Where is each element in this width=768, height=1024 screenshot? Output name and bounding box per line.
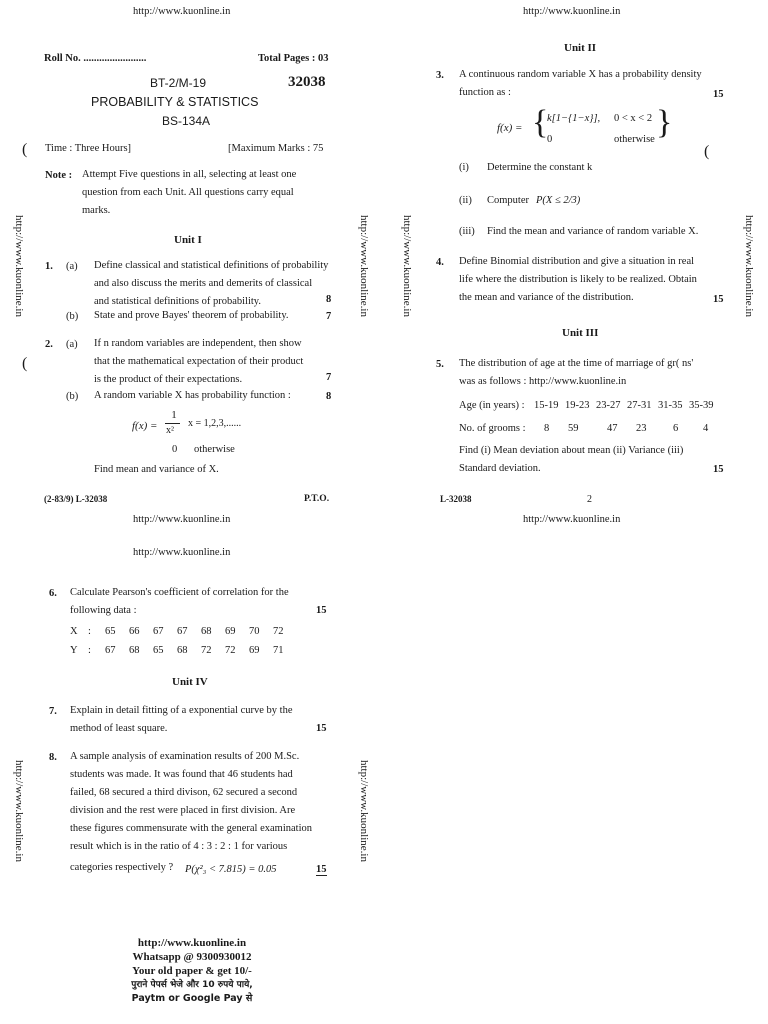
q2a-line: that the mathematical expectation of their product bbox=[94, 356, 304, 367]
q8-text bbox=[70, 748, 312, 877]
scan-mark: ( bbox=[22, 141, 28, 158]
q2-number: 2. bbox=[45, 339, 53, 350]
side-url-left-bottom: http://www.kuonline.in bbox=[13, 760, 25, 862]
total-pages: Total Pages : 03 bbox=[258, 53, 329, 64]
q6-y-cell: 71 bbox=[273, 645, 284, 656]
q6-x-cell: 66 bbox=[129, 626, 140, 637]
q3-ii-text: Computer bbox=[487, 195, 529, 206]
mid-url-left[interactable]: http://www.kuonline.in bbox=[133, 514, 231, 525]
q1a-line: and statistical definitions of probability. bbox=[94, 296, 261, 307]
q8-marks: 15 bbox=[316, 864, 327, 875]
q3-formula-cond1: 0 < x < 2 bbox=[614, 113, 653, 124]
q5-number: 5. bbox=[436, 359, 444, 370]
q6-x-cell: 70 bbox=[249, 626, 260, 637]
q3-formula-lhs: f(x) = bbox=[497, 122, 523, 134]
page1-footer-code: (2-83/9) L-32038 bbox=[44, 494, 108, 504]
left-brace-icon: { bbox=[532, 104, 549, 141]
unit-2-heading: Unit II bbox=[564, 42, 597, 54]
q2a-marks: 7 bbox=[326, 372, 332, 383]
q2a-label: (a) bbox=[66, 339, 78, 350]
q6-text bbox=[70, 584, 289, 620]
roll-no: Roll No. ........................ bbox=[44, 53, 147, 64]
q6-x-cell: 69 bbox=[225, 626, 236, 637]
scan-mark: ( bbox=[704, 143, 710, 160]
q8-line: students was made. It was found that 46 students had bbox=[70, 769, 293, 780]
q6-y-label: Y bbox=[70, 645, 78, 656]
q2b-find-line: Find mean and variance of X. bbox=[94, 464, 219, 475]
q7-number: 7. bbox=[49, 706, 57, 717]
q3-ii-label: (ii) bbox=[459, 195, 472, 206]
header-url-right[interactable]: http://www.kuonline.in bbox=[523, 6, 621, 17]
q8-line: categories respectively ? bbox=[70, 862, 174, 873]
q6-number: 6. bbox=[49, 588, 57, 599]
unit-4-heading: Unit IV bbox=[172, 676, 208, 688]
unit-3-heading: Unit III bbox=[562, 327, 599, 339]
note-line: question from each Unit. All questions carry equal bbox=[82, 187, 294, 198]
promo-url[interactable]: http://www.kuonline.in bbox=[137, 937, 247, 949]
side-url-left-top: http://www.kuonline.in bbox=[13, 215, 25, 317]
page2-footer-code: L-32038 bbox=[440, 494, 472, 504]
q6-marks: 15 bbox=[316, 605, 327, 616]
q7-marks: 15 bbox=[316, 723, 327, 734]
q1a-text bbox=[94, 257, 328, 311]
q3-i-label: (i) bbox=[459, 162, 469, 173]
subject-title: PROBABILITY & STATISTICS bbox=[91, 95, 259, 109]
q6-x-cell: 67 bbox=[177, 626, 188, 637]
colon: : bbox=[88, 645, 91, 656]
q3-formula-case2: 0 bbox=[547, 134, 553, 145]
q5-line: The distribution of age at the time of marriage of gr( ns' bbox=[459, 358, 694, 369]
q3-ii-formula: P(X ≤ 2/3) bbox=[536, 195, 581, 206]
q2b-formula-zero: 0 bbox=[172, 444, 178, 455]
q5-age-cell: 27-31 bbox=[627, 400, 652, 411]
right-brace-icon: } bbox=[656, 104, 673, 141]
q8-line: failed, 68 secured a third divison, 62 secured a second bbox=[70, 787, 298, 798]
q4-line: life where the distribution is likely to be realized. Obtain bbox=[459, 274, 697, 285]
q5-marks: 15 bbox=[713, 464, 724, 475]
q2b-line: A random variable X has probability function : bbox=[94, 390, 291, 401]
q5-line: was as follows : http://www.kuonline.in bbox=[459, 376, 627, 387]
q5-grooms-cell: 47 bbox=[607, 423, 618, 434]
q3-marks: 15 bbox=[713, 89, 724, 100]
q5-grooms-cell: 4 bbox=[703, 423, 709, 434]
mid-url-right[interactable]: http://www.kuonline.in bbox=[523, 514, 621, 525]
q1a-marks: 8 bbox=[326, 294, 332, 305]
colon: : bbox=[88, 626, 91, 637]
course-code: BS-134A bbox=[162, 114, 211, 128]
q8-line: division and the rest were placed in first division. Are bbox=[70, 805, 296, 816]
q5-age-cell: 31-35 bbox=[658, 400, 683, 411]
page3-header-url[interactable]: http://www.kuonline.in bbox=[133, 547, 231, 558]
q2b-formula-lhs: f(x) = bbox=[132, 420, 158, 432]
q6-x-cell: 67 bbox=[153, 626, 164, 637]
promo-block bbox=[0, 936, 384, 1006]
q7-line: Explain in detail fitting of a exponential curve by the bbox=[70, 705, 293, 716]
header-url-left[interactable]: http://www.kuonline.in bbox=[133, 6, 231, 17]
q6-y-cell: 67 bbox=[105, 645, 116, 656]
q4-marks: 15 bbox=[713, 294, 724, 305]
q3-iii-label: (iii) bbox=[459, 226, 475, 237]
q6-x-label: X bbox=[70, 626, 78, 637]
q6-y-cell: 65 bbox=[153, 645, 164, 656]
q5-find bbox=[459, 442, 683, 478]
q1b-marks: 7 bbox=[326, 311, 332, 322]
q5-grooms-cell: 6 bbox=[673, 423, 679, 434]
page2-page-number: 2 bbox=[587, 494, 592, 505]
q2a-line: is the product of their expectations. bbox=[94, 374, 243, 385]
q2a-line: If n random variables are independent, then show bbox=[94, 338, 302, 349]
q5-text bbox=[459, 355, 693, 391]
q3-iii-text: Find the mean and variance of random variable X. bbox=[487, 226, 699, 237]
q5-find-line: Find (i) Mean deviation about mean (ii) Variance (iii) bbox=[459, 445, 684, 456]
time-label: Time : Three Hours] bbox=[45, 143, 132, 154]
q5-age-cell: 35-39 bbox=[689, 400, 714, 411]
q7-line: method of least square. bbox=[70, 723, 168, 734]
scan-mark: ( bbox=[22, 355, 28, 372]
promo-offer: Your old paper & get 10/- bbox=[132, 965, 252, 977]
q6-line: following data : bbox=[70, 605, 137, 616]
q6-y-cell: 72 bbox=[225, 645, 236, 656]
note-line: marks. bbox=[82, 205, 111, 216]
promo-whatsapp: Whatsapp @ 9300930012 bbox=[132, 951, 252, 963]
paper-number: 32038 bbox=[288, 74, 326, 90]
q1-number: 1. bbox=[45, 261, 53, 272]
unit-1-heading: Unit I bbox=[174, 234, 202, 246]
q8-line: A sample analysis of examination results of 200 M.Sc. bbox=[70, 751, 300, 762]
q4-line: the mean and variance of the distribution. bbox=[459, 292, 634, 303]
q3-formula-cond2: otherwise bbox=[614, 134, 655, 145]
q5-grooms-cell: 59 bbox=[568, 423, 579, 434]
side-url-mid-top-a: http://www.kuonline.in bbox=[358, 215, 370, 317]
q5-find-line: Standard deviation. bbox=[459, 463, 541, 474]
q3-text bbox=[459, 66, 702, 102]
q4-line: Define Binomial distribution and give a situation in real bbox=[459, 256, 695, 267]
promo-payment: Paytm or Google Pay से bbox=[131, 993, 253, 1004]
q7-text bbox=[70, 702, 292, 738]
q8-number: 8. bbox=[49, 752, 57, 763]
q6-y-cell: 69 bbox=[249, 645, 260, 656]
q1b-text bbox=[94, 307, 289, 325]
q5-age-cell: 19-23 bbox=[565, 400, 590, 411]
q6-y-cell: 68 bbox=[177, 645, 188, 656]
promo-hindi: पुराने पेपर्स भेजे और 10 रुपये पाये, bbox=[131, 980, 253, 990]
side-url-mid-bottom: http://www.kuonline.in bbox=[358, 760, 370, 862]
q2b-text bbox=[94, 387, 291, 405]
q6-x-cell: 65 bbox=[105, 626, 116, 637]
q1a-line: Define classical and statistical definitions of probability bbox=[94, 260, 329, 271]
q2b-frac-num: 1 bbox=[171, 409, 177, 421]
q5-age-cell: 15-19 bbox=[534, 400, 559, 411]
q6-line: Calculate Pearson's coefficient of correlation for the bbox=[70, 587, 289, 598]
q1b-label: (b) bbox=[66, 311, 79, 322]
note-label: Note : bbox=[45, 170, 73, 181]
max-marks: [Maximum Marks : 75 bbox=[228, 143, 324, 154]
q2b-frac-den: x² bbox=[166, 425, 174, 436]
q3-number: 3. bbox=[436, 70, 444, 81]
side-url-right-top: http://www.kuonline.in bbox=[743, 215, 755, 317]
q6-y-cell: 72 bbox=[201, 645, 212, 656]
page1-footer-pto: P.T.O. bbox=[304, 494, 330, 504]
q2b-marks: 8 bbox=[326, 391, 332, 402]
q3-line: function as : bbox=[459, 87, 511, 98]
q6-x-cell: 72 bbox=[273, 626, 284, 637]
q6-x-cell: 68 bbox=[201, 626, 212, 637]
fraction-bar bbox=[165, 423, 180, 424]
q8-formula: P(χ²₃ < 7.815) = 0.05 bbox=[185, 864, 277, 875]
q2b-label: (b) bbox=[66, 391, 79, 402]
q2b-formula-cond: x = 1,2,3,...... bbox=[188, 418, 242, 429]
note-text bbox=[82, 166, 296, 220]
q5-grooms-cell: 23 bbox=[636, 423, 647, 434]
q2b-formula-otherwise: otherwise bbox=[194, 444, 235, 455]
q5-grooms-cell: 8 bbox=[544, 423, 550, 434]
q3-i-text: Determine the constant k bbox=[487, 162, 593, 173]
q5-age-cell: 23-27 bbox=[596, 400, 621, 411]
q8-line: result which is in the ratio of 4 : 3 : 2 : 1 for various bbox=[70, 841, 288, 852]
q5-grooms-label: No. of grooms : bbox=[459, 423, 526, 434]
q6-y-cell: 68 bbox=[129, 645, 140, 656]
q5-age-label: Age (in years) : bbox=[459, 400, 525, 411]
side-url-mid-top-b: http://www.kuonline.in bbox=[401, 215, 413, 317]
q4-number: 4. bbox=[436, 257, 444, 268]
paper-code: BT-2/M-19 bbox=[150, 76, 207, 90]
q3-line: A continuous random variable X has a probability density bbox=[459, 69, 702, 80]
q1a-line: and also discuss the merits and demerits of classical bbox=[94, 278, 313, 289]
q4-text bbox=[459, 253, 697, 307]
note-line: Attempt Five questions in all, selecting at least one bbox=[82, 169, 297, 180]
q1b-line: State and prove Bayes' theorem of probability. bbox=[94, 310, 289, 321]
q2b-find bbox=[94, 461, 219, 479]
q1a-label: (a) bbox=[66, 261, 78, 272]
q3-formula-case1: k[1−{1−x}], bbox=[547, 113, 601, 124]
q2a-text bbox=[94, 335, 303, 389]
q8-line: these figures commensurate with the general examination bbox=[70, 823, 312, 834]
